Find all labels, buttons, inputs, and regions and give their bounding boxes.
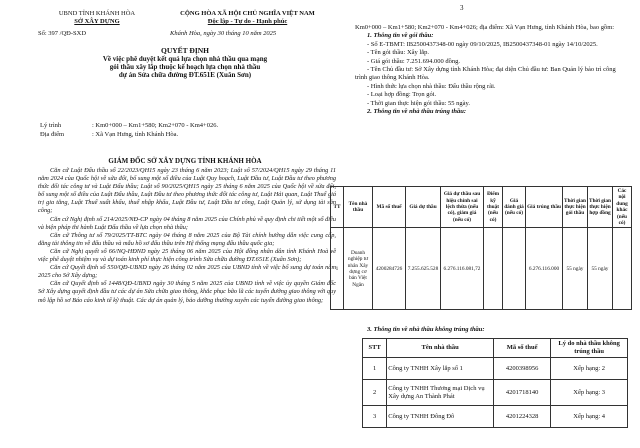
nation-title: CỘNG HÒA XÃ HỘI CHỦ NGHĨA VIỆT NAM (180, 10, 315, 17)
decision-type: QUYẾT ĐỊNH (161, 46, 209, 55)
cell (484, 228, 503, 310)
agency-name: SỞ XÂY DỰNG (74, 18, 120, 25)
cell: Xếp hạng: 2 (551, 358, 628, 380)
col-header: Giá trúng thầu (526, 187, 563, 228)
paragraph: Căn cứ Thông tư số 79/2025/TT-BTC ngày 04 tháng 8 năm 2025 của Bộ Tài chính hướng dẫn việc cung cấp, đăng tải thông tin về đấu thầu và mẫu hồ sơ đấu thầu trên Hệ thống mạng đấu thầu quốc gia; (38, 231, 336, 247)
col-header: Thời gian thực hiện hợp đồng (588, 187, 613, 228)
intro-text: Km0+000 – Km1+580; Km2+070 - Km4+026; địa điểm: Xã Vạn Hưng, tỉnh Khánh Hòa, bao gồm: (355, 24, 615, 31)
col-header: Tên nhà thầu (387, 339, 494, 358)
cell: 4201718140 (493, 380, 550, 406)
losing-bidders-table (362, 338, 628, 428)
item: - Tên gói thầu: Xây lắp. (367, 49, 429, 57)
document-number: Số: 397 /QĐ-SXD (38, 30, 87, 37)
col-header: Thời gian thực hiện gói thầu (563, 187, 588, 228)
cell: Công ty TNHH Đông Đô (387, 406, 494, 428)
paragraph: Căn cứ Luật Đấu thầu số 22/2023/QH15 ngày 23 tháng 6 năm 2023; Luật số 57/2024/QH15 ngày 29 tháng 11 năm 2024 của Quốc hội về sửa đổi, bổ sung một số điều của Luật Quy hoạch, Luật Đầu tư, Luật Đầu tư theo phương thức đối tác công tư và Luật Đấu thầu; Luật số 90/2025/QH15 ngày 25 tháng 6 năm 2025 của Quốc hội về sửa đổi, bổ sung một số điều của Luật Đấu thầu, Luật Đầu tư theo phương thức đối tác công tư, Luật Hải quan, Luật Thuế giá trị gia tăng, Luật Thuế xuất khẩu, thuế nhập khẩu, Luật Đầu tư, Luật Đầu tư công, Luật Quản lý, sử dụng tài sản công; (38, 167, 336, 215)
section-2-heading: 2. Thông tin về nhà thầu trúng thầu: (367, 108, 466, 116)
title-line-3: dự án Sửa chữa đường ĐT.651E (Xuân Sơn) (118, 71, 252, 79)
agency-header (42, 10, 152, 26)
col-header: Các nội dung khác (nếu có) (613, 187, 632, 228)
table-row (363, 406, 628, 428)
col-header: Mã số thuế (373, 187, 406, 228)
paragraph: Căn cứ Quyết định số 550/QĐ-UBND ngày 26 tháng 02 năm 2025 của UBND tỉnh về việc bổ sung dự toán năm 2025 cho Sở Xây dựng; (38, 264, 336, 280)
paragraph: Căn cứ Nghị định số 214/2025/NĐ-CP ngày 04 tháng 8 năm 2025 của Chính phủ về quy định chi tiết một số điều và biện pháp thi hành Luật Đấu thầu về lựa chọn nhà thầu; (38, 215, 336, 231)
cell: 4200284726 (373, 228, 406, 310)
route-value: : Km0+000 – Km1+580; Km2+070 - Km4+026. (92, 122, 219, 129)
col-header: Điểm kỹ thuật (nếu có) (484, 187, 503, 228)
location-label: Địa điểm (40, 131, 65, 138)
col-header: TT (331, 187, 344, 228)
cell: 7.255.625.528 (406, 228, 441, 310)
location-row (40, 131, 178, 138)
cell: 2 (363, 380, 387, 406)
item: - Giá gói thầu: 7.251.694.000 đồng. (367, 57, 460, 65)
col-header: Giá đánh giá (nếu có) (503, 187, 526, 228)
right-column-text (355, 24, 627, 116)
legal-basis (38, 167, 336, 305)
cell: 55 ngày (563, 228, 588, 310)
title-line-1: Về việc phê duyệt kết quả lựa chọn nhà thầu qua mạng (102, 55, 268, 63)
cell: 1 (331, 228, 344, 310)
section-3-heading: 3. Thông tin về nhà thầu không trúng thầu: (367, 326, 485, 333)
route-label: Lý trình (40, 122, 62, 129)
cell: 55 ngày (588, 228, 613, 310)
winning-bidder-table (330, 186, 632, 310)
col-header: Lý do nhà thầu không trúng thầu (551, 339, 628, 358)
cell: 6.276.116.000 (526, 228, 563, 310)
cell: 1 (363, 358, 387, 380)
table-row (363, 358, 628, 380)
cell: Công ty TNHH Thương mại Dịch vụ Xây dựng An Thành Phát (387, 380, 494, 406)
paragraph: Căn cứ Nghị quyết số 66/NQ-HĐND ngày 25 tháng 06 năm 2025 của Hội đồng nhân dân tỉnh Khánh Hoà về việc phê duyệt nhiệm vụ và dự toán kinh phí thực hiện công trình Sửa chữa đường ĐT.651E (Xuân Sơn); (38, 247, 336, 264)
table-row (331, 228, 632, 310)
cell: 4200398956 (493, 358, 550, 380)
title-line-2: gói thầu xây lắp thuộc kế hoạch lựa chọn nhà thầu (109, 63, 261, 71)
route-row (40, 122, 218, 129)
cell: 6.276.116.081,72 (441, 228, 484, 310)
item: - Hình thức lựa chọn nhà thầu: Đấu thầu rộng rãi. (367, 82, 496, 90)
item: - Thời gian thực hiện gói thầu: 55 ngày. (367, 99, 470, 107)
item: - Số E-TBMT: IB2500437348-00 ngày 09/10/2025, IB2500437348-01 ngày 14/10/2025. (367, 40, 598, 48)
cell (613, 228, 632, 310)
section-1-heading: 1. Thông tin về gói thầu: (367, 32, 434, 40)
col-header: Giá dự thầu sau hiệu chỉnh sai lệch thừa (nếu có), giảm giá (nếu có) (441, 187, 484, 228)
agency-parent: UBND TỈNH KHÁNH HÒA (58, 10, 136, 17)
cell: Xếp hạng: 3 (551, 380, 628, 406)
col-header: Giá dự thầu (406, 187, 441, 228)
place-date: Khánh Hòa, ngày 30 tháng 10 năm 2025 (170, 30, 277, 37)
item: - Loại hợp đồng: Trọn gói. (367, 91, 437, 99)
table-header-row (331, 187, 632, 228)
section-3 (355, 326, 627, 334)
location-value: : Xã Vạn Hưng, tỉnh Khánh Hòa. (92, 131, 179, 138)
cell (503, 228, 526, 310)
col-header: STT (363, 339, 387, 358)
table-header-row (363, 339, 628, 358)
document-title (40, 47, 330, 79)
item: - Tên Chủ đầu tư: Sở Xây dựng tỉnh Khánh Hòa; đại diện Chủ đầu tư: Ban Quản lý bảo trì công trình giao thông Khánh Hòa. (355, 66, 616, 82)
page-number: 3 (460, 4, 464, 12)
national-header (160, 10, 335, 26)
cell: 4201224328 (493, 406, 550, 428)
cell: Công ty TNHH Xây lắp số 1 (387, 358, 494, 380)
cell: 3 (363, 406, 387, 428)
cell: Xếp hạng: 4 (551, 406, 628, 428)
national-motto: Độc lập - Tự do - Hạnh phúc (207, 18, 288, 25)
cell: Doanh nghiệp tư nhân Xây dựng cơ bản Việt Ngân (344, 228, 373, 310)
table-row (363, 380, 628, 406)
col-header: Tên nhà thầu (344, 187, 373, 228)
issuing-authority: GIÁM ĐỐC SỞ XÂY DỰNG TỈNH KHÁNH HÒA (108, 157, 262, 165)
paragraph: Căn cứ Quyết định số 1448/QĐ-UBND ngày 30 tháng 5 năm 2025 của UBND tỉnh về việc ủy quyền Giám đốc Sở Xây dựng quyết định đầu tư các dự án Sửa chữa giao thông, khắc phục bão lũ các tuyến đường giao thông với quy mô lập hồ sơ Báo cáo kinh tế kỹ thuật. Các dự án quản lý, bảo dưỡng thường xuyên các tuyến đường giao thông; (38, 280, 336, 304)
col-header: Mã số thuế (493, 339, 550, 358)
